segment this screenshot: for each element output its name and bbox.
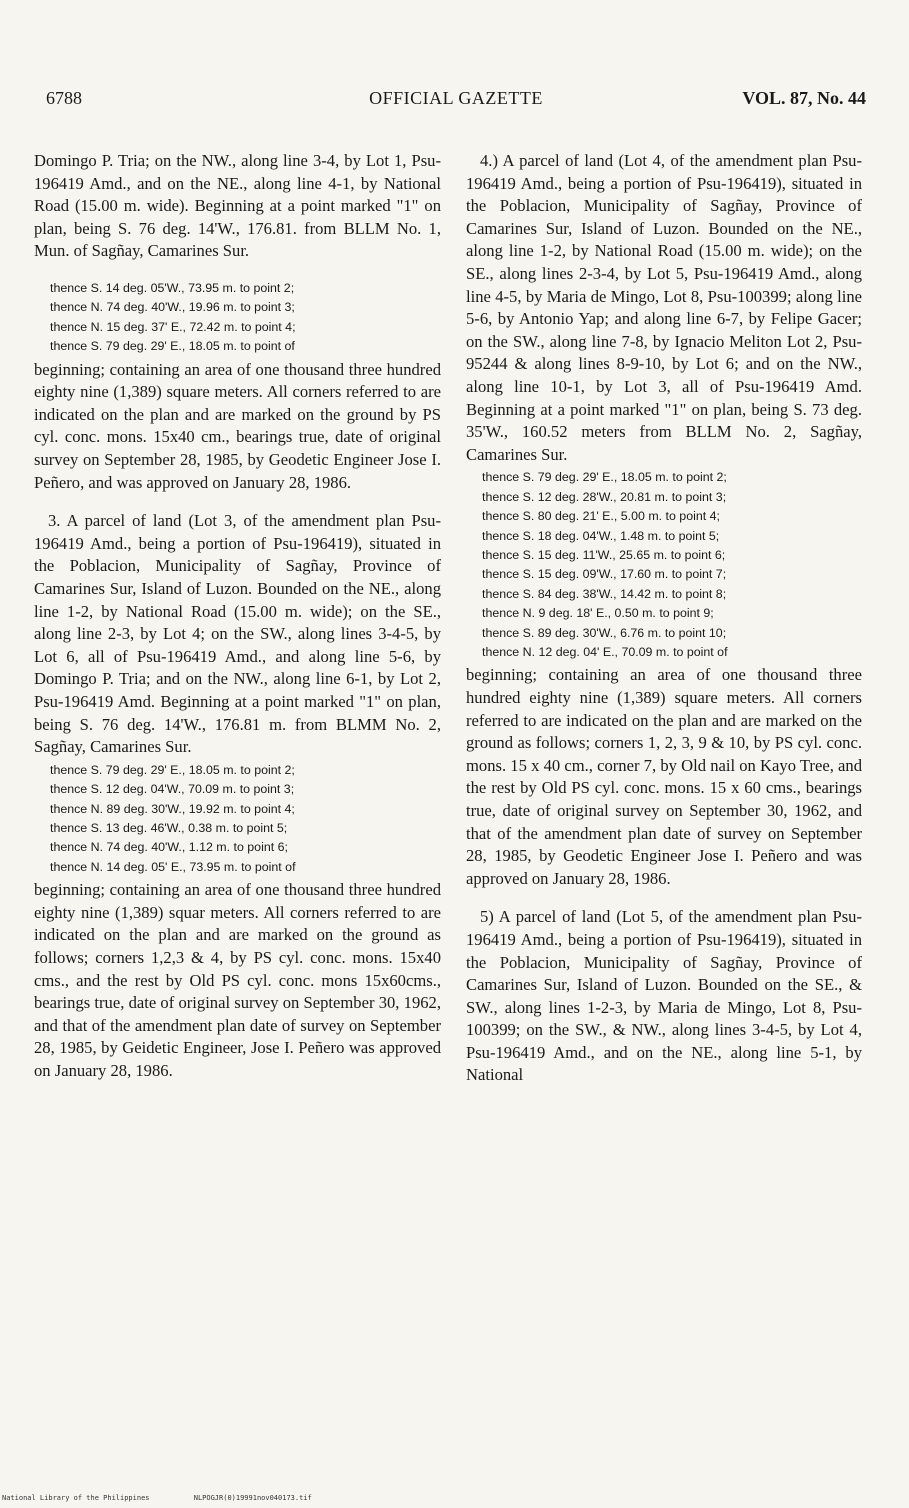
bearing-line: thence N. 12 deg. 04' E., 70.09 m. to point of: [482, 644, 728, 659]
bearing-line: thence S. 13 deg. 46'W., 0.38 m. to point 5;: [50, 820, 288, 835]
bearing-line: thence S. 80 deg. 21' E., 5.00 m. to point 4;: [482, 509, 720, 524]
bearing-line: thence S. 79 deg. 29' E., 18.05 m. to point 2;: [50, 762, 295, 777]
bearing-line: thence N. 74 deg. 40'W., 1.12 m. to point 6;: [50, 840, 288, 855]
bearing-line: thence S. 12 deg. 04'W., 70.09 m. to point 3;: [50, 782, 295, 797]
bearings-lot4: [466, 468, 862, 662]
paragraph-lot2-continued: Domingo P. Tria; on the NW., along line 3-4, by Lot 1, Psu-196419 Amd., and on the NE., along line 4-1, by National Road (15.00 m. wide). Beginning at a point marked "1" on plan, being S. 76 deg. 14'W., 176.81. from BLLM No. 1, Mun. of Sagñay, Camarines Sur.: [34, 151, 441, 261]
page-header: [46, 88, 866, 118]
paragraph-lot3-area: beginning; containing an area of one thousand three hundred eighty nine (1,389) squar meters. All corners referred to are indicated on the plan and are marked on the ground as follows; corners 1,2,3 & 4, by PS cyl. conc. mons. 15x40 cms., and the rest by Old PS cyl. conc. mons 15x60cms., bearings true, date of original survey on September 30, 1962, and that of the amendment plan date of survey on September 28, 1985, by Geidetic Engineer, Jose I. Peñero was approved on January 28, 1986.: [34, 880, 441, 1080]
paragraph-lot4: 4.) A parcel of land (Lot 4, of the amendment plan Psu-196419 Amd., being a portion of Psu-196419), situated in the Poblacion, Municipality of Sagñay, Province of Camarines Sur, Island of Luzon. Bounded on the NE., along line 1-2, by National Road (15.00 m. wide); on the SE., along lines 2-3-4, by Lot 5, Psu-196419 Amd., along line 4-5, by Maria de Mingo, Lot 8, Psu-100399; along line 5-6, by Antonio Yap; and along line 6-7, by Felipe Gacer; on the SW., along line 7-8, by Ignacio Meliton Lot 2, Psu-95244 & along lines 8-9-10, by Lot 6; and on the NW., along line 10-1, by Lot 3, all of Psu-196419 Amd. Beginning at a point marked "1" on plan, being S. 73 deg. 35'W., 160.52 meters from BLLM No. 2, Sagñay, Camarines Sur.: [466, 151, 862, 464]
paragraph-lot2-area: beginning; containing an area of one thousand three hundred eighty nine (1,389) square meters. All corners referred to are indicated on the plan and are marked on the ground by PS cyl. conc. mons. 15x40 cm., bearings true, date of original survey on September 28, 1985, by Geodetic Engineer Jose I. Peñero, and was approved on January 28, 1986.: [34, 359, 441, 492]
bearings-lot2: [34, 279, 441, 357]
volume-number: VOL. 87, No. 44: [742, 88, 866, 108]
bearing-line: thence S. 89 deg. 30'W., 6.76 m. to point 10;: [482, 625, 727, 640]
page-number: 6788: [46, 88, 82, 108]
bearing-line: thence S. 15 deg. 09'W., 17.60 m. to point 7;: [482, 567, 727, 582]
bearing-line: thence N. 14 deg. 05' E., 73.95 m. to point of: [50, 859, 296, 874]
bearing-line: thence N. 9 deg. 18' E., 0.50 m. to point 9;: [482, 606, 714, 621]
scan-footer: [2, 1494, 352, 1502]
bearing-line: thence N. 15 deg. 37' E., 72.42 m. to point 4;: [50, 319, 296, 334]
paragraph-lot5: 5) A parcel of land (Lot 5, of the amendment plan Psu-196419 Amd., being a portion of Psu-196419), situated in the Poblacion, Municipality of Sagñay, Province of Camarines Sur, Island of Luzon. Bounded on the SE., & SW., along lines 1-2-3, by Maria de Mingo, Lot 8, Psu-100399; on the SW., & NW., along lines 3-4-5, by Lot 4, Psu-196419 Amd., and on the NE., along line 5-1, by National: [466, 907, 862, 1085]
bearing-line: thence S. 15 deg. 11'W., 25.65 m. to point 6;: [482, 547, 726, 562]
bearing-line: thence N. 89 deg. 30'W., 19.92 m. to point 4;: [50, 801, 295, 816]
library-credit: National Library of the Philippines: [2, 1494, 150, 1502]
bearing-line: thence S. 84 deg. 38'W., 14.42 m. to point 8;: [482, 586, 727, 601]
bearing-line: thence S. 79 deg. 29' E., 18.05 m. to point of: [50, 339, 295, 354]
left-column: [34, 150, 441, 1098]
paragraph-lot3: 3. A parcel of land (Lot 3, of the amendment plan Psu-196419 Amd., being a portion of Psu-196419), situated in the Poblacion, Municipality of Sagñay, Province of Camarines Sur, Island of Luzon. Bounded on the NE., along line 1-2, by National Road (15.00 m. wide); on the SE., along line 2-3, by Lot 4; on the SW., along lines 3-4-5, by Lot 6, all of Psu-196419 Amd., and along line 5-6, by Domingo P. Tria; and on the NW., along line 6-1, by Lot 2, Psu-196419 Amd. Beginning at a point marked "1" on plan, being S. 76 deg. 14'W., 176.81 m. from BLMM No. 2, Sagñay, Camarines Sur.: [34, 511, 441, 757]
bearing-line: thence S. 12 deg. 28'W., 20.81 m. to point 3;: [482, 489, 727, 504]
bearing-line: thence S. 14 deg. 05'W., 73.95 m. to point 2;: [50, 280, 295, 295]
bearings-lot3: [34, 761, 441, 877]
bearing-line: thence S. 18 deg. 04'W., 1.48 m. to point 5;: [482, 528, 720, 543]
paragraph-lot4-area: beginning; containing an area of one thousand three hundred eighty nine (1,389) square meters. All corners referred to are indicated on the plan and are marked on the ground as follows; corners 1, 2, 3, 9 & 10, by PS cyl. conc. mons. 15 x 40 cm., corner 7, by Old nail on Kayo Tree, and the rest by Old PS cyl. conc. mons. 15 x 60 cms., bearings true, date of original survey on September 30, 1962, and that of the amendment plan date of survey on September 28, 1985, by Geodetic Engineer Jose I. Peñero and was approved on January 28, 1986.: [466, 665, 862, 888]
file-identifier: NLPOGJR(0)19991nov040173.tif: [193, 1494, 312, 1502]
bearing-line: thence N. 74 deg. 40'W., 19.96 m. to point 3;: [50, 300, 295, 315]
journal-title: OFFICIAL GAZETTE: [369, 88, 543, 108]
right-column: [466, 150, 862, 1103]
bearing-line: thence S. 79 deg. 29' E., 18.05 m. to point 2;: [482, 470, 727, 485]
